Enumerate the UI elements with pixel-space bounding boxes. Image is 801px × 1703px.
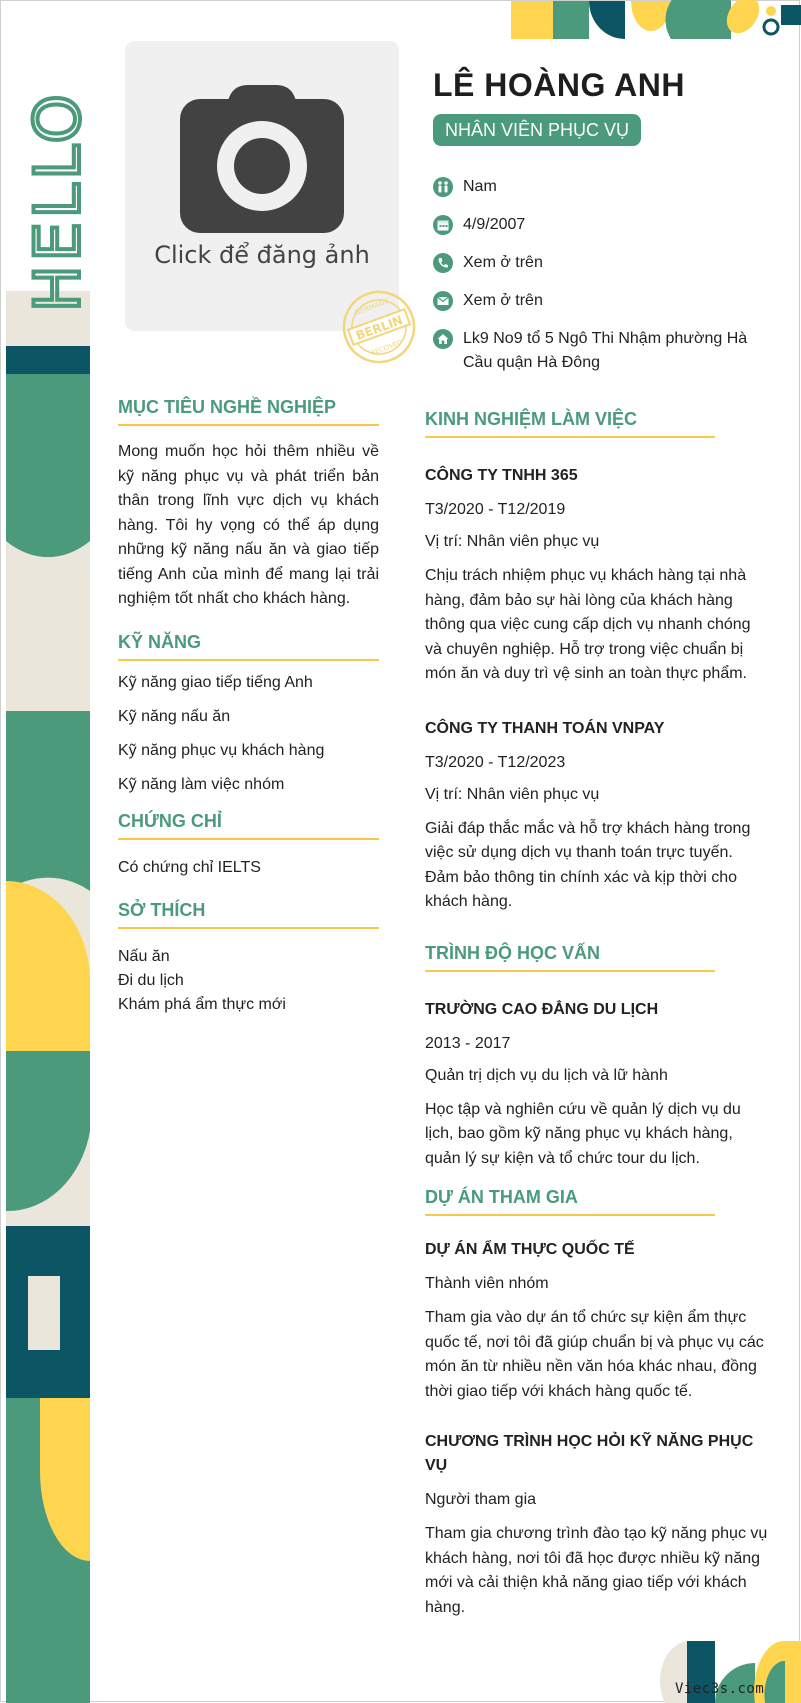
gender-icon (433, 177, 453, 197)
top-decoration (511, 1, 801, 39)
photo-caption: Click để đăng ảnh (154, 241, 370, 269)
svg-text:BERLIN: BERLIN (354, 313, 405, 343)
company-name: CÔNG TY THANH TOÁN VNPAY (425, 719, 665, 737)
project-name: CHƯƠNG TRÌNH HỌC HỎI KỸ NĂNG PHỤC VỤ (425, 1433, 754, 1474)
skills-title: KỸ NĂNG (118, 632, 379, 661)
contact-info (433, 175, 773, 389)
education-title: TRÌNH ĐỘ HỌC VẤN (425, 943, 715, 972)
hello-decoration (21, 41, 94, 316)
gender-value: Nam (463, 178, 497, 195)
info-birthday (433, 213, 773, 237)
school-name: TRƯỜNG CAO ĐẲNG DU LỊCH (425, 1000, 659, 1018)
candidate-name: LÊ HOÀNG ANH (433, 67, 685, 103)
right-column (425, 409, 771, 1620)
phone-icon (433, 253, 453, 273)
company-name: CÔNG TY TNHH 365 (425, 467, 578, 484)
experience-entry (425, 717, 771, 915)
experience-position: Vị trí: Nhân viên phục vụ (425, 533, 600, 550)
certificates-title: CHỨNG CHỈ (118, 811, 379, 840)
camera-icon (180, 83, 344, 233)
info-email (433, 289, 773, 313)
hobby-item: Nấu ăn (118, 947, 170, 965)
email-icon (433, 291, 453, 311)
skill-item: Kỹ năng nấu ăn (118, 707, 231, 725)
phone-value: Xem ở trên (463, 254, 543, 271)
experience-period: T3/2020 - T12/2019 (425, 501, 566, 518)
skills-list (118, 671, 379, 797)
skill-item: Kỹ năng làm việc nhóm (118, 775, 285, 793)
objective-title: MỤC TIÊU NGHỀ NGHIỆP (118, 397, 379, 426)
home-icon (433, 329, 453, 349)
hobbies-title: SỞ THÍCH (118, 900, 379, 929)
project-role: Người tham gia (425, 1491, 537, 1508)
project-entry (425, 1238, 771, 1404)
experience-description: Chịu trách nhiệm phục vụ khách hàng tại nhà hàng, đảm bảo sự hài lòng của khách hàng thông qua việc cung cấp dịch vụ nhanh chóng và chuyên nghiệp. Hỗ trợ trong việc chuẩn bị món ăn và duy trì vệ sinh an toàn thực phẩm. (425, 567, 751, 682)
left-column (118, 397, 379, 1017)
project-description: Tham gia vào dự án tổ chức sự kiện ẩm thực quốc tế, nơi tôi đã giúp chuẩn bị và phục vụ các món ăn từ nhiều nền văn hóa khác nhau, đồng thời giao tiếp với khách hàng quốc tế. (425, 1309, 764, 1400)
hobby-item: Đi du lịch (118, 971, 184, 989)
experience-entry (425, 464, 771, 687)
projects-title: DỰ ÁN THAM GIA (425, 1187, 715, 1216)
education-description: Học tập và nghiên cứu về quản lý dịch vụ du lịch, bao gồm kỹ năng phục vụ khách hàng, quản lý sự kiện và tổ chức tour du lịch. (425, 1100, 741, 1167)
svg-text:HELLO: HELLO (21, 90, 94, 312)
education-major: Quản trị dịch vụ du lịch và lữ hành (425, 1066, 668, 1084)
photo-upload[interactable] (125, 41, 399, 331)
skill-item: Kỹ năng giao tiếp tiếng Anh (118, 673, 313, 691)
calendar-icon (433, 215, 453, 235)
education-entry (425, 998, 771, 1172)
info-phone (433, 251, 773, 275)
info-gender (433, 175, 773, 199)
experience-position: Vị trí: Nhân viên phục vụ (425, 785, 600, 803)
project-role: Thành viên nhóm (425, 1275, 549, 1292)
experience-period: T3/2020 - T12/2023 (425, 753, 566, 771)
hobbies-list (118, 945, 379, 1017)
project-name: DỰ ÁN ẨM THỰC QUỐC TẾ (425, 1241, 635, 1258)
job-title-badge: NHÂN VIÊN PHỤC VỤ (433, 114, 641, 146)
email-value: Xem ở trên (463, 292, 543, 309)
address-value: Lk9 No9 tổ 5 Ngô Thi Nhậm phường Hà Cầu quận Hà Đông (463, 330, 748, 371)
project-description: Tham gia chương trình đào tạo kỹ năng phục vụ khách hàng, nơi tôi đã học được nhiều kỹ năng mới và cải thiện khả năng giao tiếp với khách hàng. (425, 1525, 768, 1616)
left-decoration (6, 291, 90, 1703)
certificate-item: Có chứng chỉ IELTS (118, 858, 261, 876)
project-entry (425, 1430, 771, 1620)
info-address (433, 327, 773, 375)
svg-text:GERMANY: GERMANY (353, 297, 390, 318)
hobby-item: Khám phá ẩm thực mới (118, 995, 286, 1013)
berlin-stamp-icon (341, 289, 417, 365)
education-period: 2013 - 2017 (425, 1034, 511, 1052)
svg-text:RECEIVED: RECEIVED (369, 338, 404, 358)
experience-description: Giải đáp thắc mắc và hỗ trợ khách hàng trong việc sử dụng dịch vụ thanh toán trực tuyến. Đảm bảo thông tin chính xác và kịp thời cho khách hàng. (425, 819, 751, 910)
skill-item: Kỹ năng phục vụ khách hàng (118, 741, 325, 759)
birthday-value: 4/9/2007 (463, 216, 526, 233)
objective-text: Mong muốn học hỏi thêm nhiều về kỹ năng phục vụ và phát triển bản thân trong lĩnh vực dịch vụ khách hàng. Tôi hy vọng có thể áp dụng những kỹ năng nấu ăn và giao tiếp tiếng Anh của mình để mang lại trải nghiệm tốt nhất cho khách hàng. (118, 443, 379, 607)
experience-title: KINH NGHIỆM LÀM VIỆC (425, 409, 715, 438)
watermark: Viec3s.com (675, 1681, 765, 1697)
